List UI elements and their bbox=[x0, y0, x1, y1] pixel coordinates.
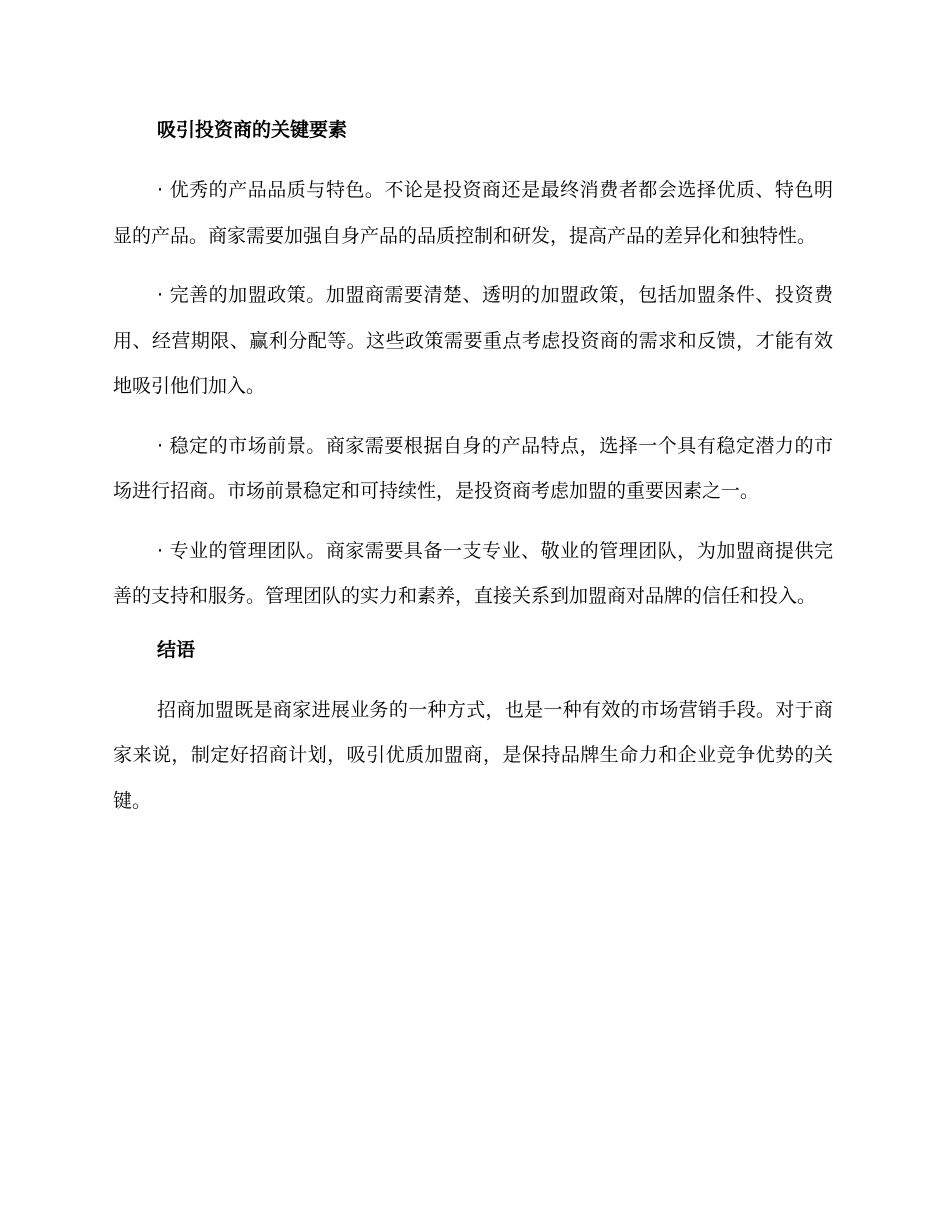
paragraph-market-prospect: · 稳定的市场前景。商家需要根据自身的产品特点，选择一个具有稳定潜力的市场进行招商。市场前景稳定和可持续性，是投资商考虑加盟的重要因素之一。 bbox=[113, 434, 833, 502]
paragraph-management-team: · 专业的管理团队。商家需要具备一支专业、敬业的管理团队，为加盟商提供完善的支持和服务。管理团队的实力和素养，直接关系到加盟商对品牌的信任和投入。 bbox=[113, 539, 833, 607]
paragraph-product-quality: · 优秀的产品品质与特色。不论是投资商还是最终消费者都会选择优质、特色明显的产品。商家需要加强自身产品的品质控制和研发，提高产品的差异化和独特性。 bbox=[113, 179, 833, 247]
paragraph-conclusion: 招商加盟既是商家进展业务的一种方式，也是一种有效的市场营销手段。对于商家来说，制定好招商计划，吸引优质加盟商，是保持品牌生命力和企业竞争优势的关键。 bbox=[113, 698, 833, 812]
section-heading-conclusion: 结语 bbox=[157, 638, 196, 661]
document-page bbox=[113, 114, 833, 838]
section-heading-investor-factors: 吸引投资商的关键要素 bbox=[157, 119, 348, 141]
paragraph-franchise-policy: · 完善的加盟政策。加盟商需要清楚、透明的加盟政策，包括加盟条件、投资费用、经营期限、赢利分配等。这些政策需要重点考虑投资商的需求和反馈，才能有效地吸引他们加入。 bbox=[113, 284, 833, 397]
